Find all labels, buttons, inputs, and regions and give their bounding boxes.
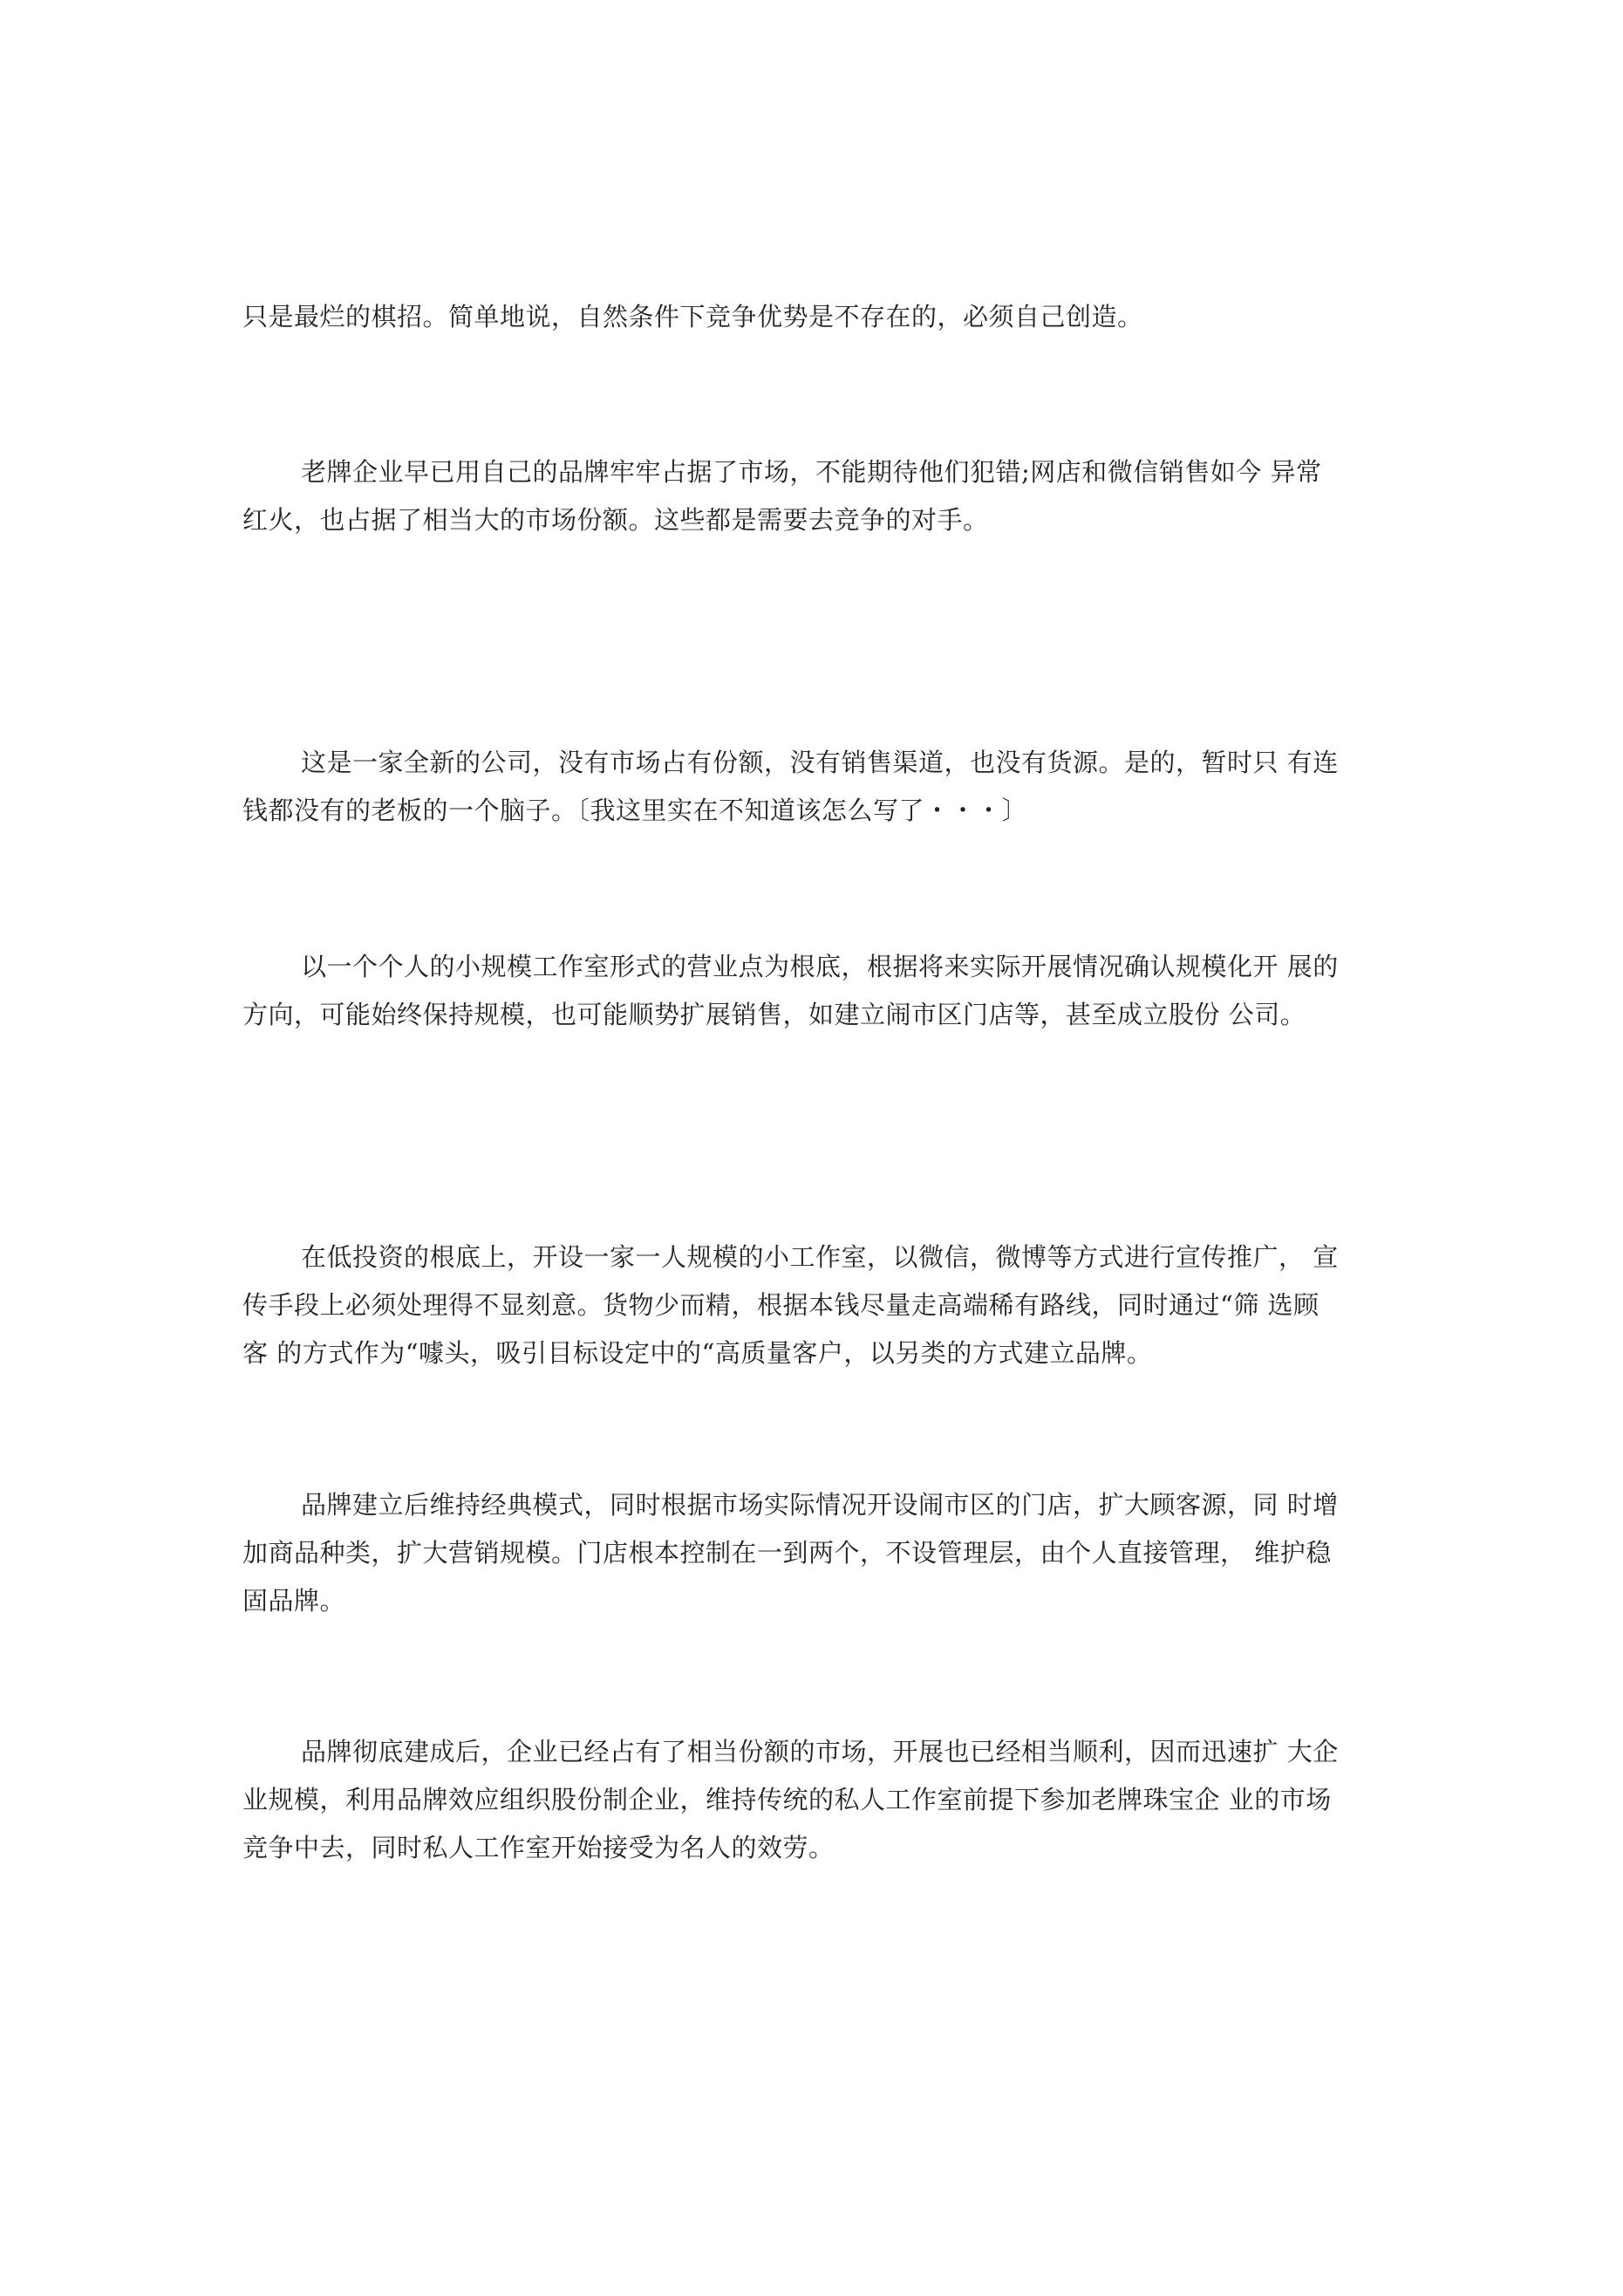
paragraph-line: 固品牌。 [242, 1586, 346, 1616]
paragraph-line: 传手段上必须处理得不显刻意。货物少而精，根据本钱尽量走高端稀有路线，同时通过“筛 选顾 [242, 1290, 1320, 1320]
paragraph-5 [242, 1233, 1385, 1377]
paragraph-line: 加商品种类，扩大营销规模。门店根本控制在一到两个，不设管理层，由个人直接管理， 维护稳 [242, 1538, 1332, 1568]
paragraph-line: 红火，也占据了相当大的市场份额。这些都是需要去竞争的对手。 [242, 505, 989, 535]
paragraph-line: 钱都没有的老板的一个脑子。〔我这里实在不知道该怎么写了・・・〕 [242, 796, 1028, 825]
paragraph-4 [242, 943, 1385, 1039]
paragraph-line: 方向，可能始终保持规模，也可能顺势扩展销售，如建立闹市区门店等，甚至成立股份 公司。 [242, 1000, 1306, 1029]
paragraph-line: 业规模，利用品牌效应组织股份制企业，维持传统的私人工作室前提下参加老牌珠宝企 业的市场 [242, 1785, 1332, 1814]
paragraph-line: 只是最烂的棋招。简单地说，自然条件下竞争优势是不存在的，必须自己创造。 [242, 302, 1143, 331]
paragraph-1 [242, 293, 1385, 341]
paragraph-3 [242, 739, 1385, 835]
paragraph-line: 品牌建立后维持经典模式，同时根据市场实际情况开设闹市区的门店，扩大顾客源，同 时增 [301, 1490, 1339, 1520]
paragraph-line: 在低投资的根底上，开设一家一人规模的小工作室，以微信，微博等方式进行宣传推广， 宣 [301, 1242, 1339, 1272]
paragraph-line: 竞争中去，同时私人工作室开始接受为名人的效劳。 [242, 1833, 835, 1862]
paragraph-line: 这是一家全新的公司，没有市场占有份额，没有销售渠道，也没有货源。是的，暂时只 有连 [301, 748, 1339, 777]
paragraph-2 [242, 448, 1385, 544]
paragraph-6 [242, 1481, 1385, 1625]
paragraph-7 [242, 1728, 1385, 1872]
paragraph-line: 客 的方式作为“噱头，吸引目标设定中的“高质量客户，以另类的方式建立品牌。 [242, 1338, 1153, 1368]
paragraph-line: 以一个个人的小规模工作室形式的营业点为根底，根据将来实际开展情况确认规模化开 展的 [301, 952, 1339, 981]
paragraph-line: 老牌企业早已用自己的品牌牢牢占据了市场，不能期待他们犯错;网店和微信销售如今 异常 [301, 457, 1322, 487]
paragraph-line: 品牌彻底建成后，企业已经占有了相当份额的市场，开展也已经相当顺利，因而迅速扩 大企 [301, 1737, 1339, 1766]
